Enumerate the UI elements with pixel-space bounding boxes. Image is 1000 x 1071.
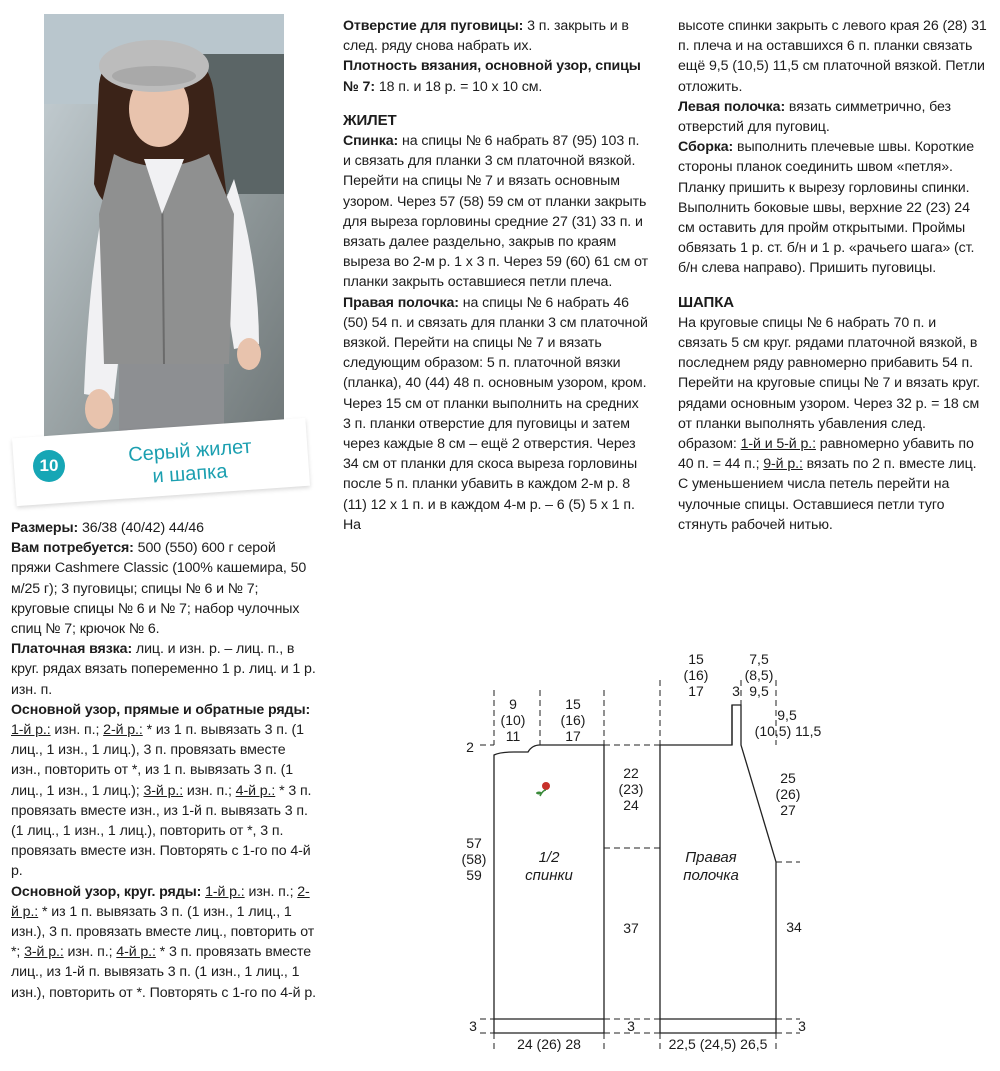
back-height-3: 59	[466, 867, 482, 883]
band-extension-2: (10,5) 11,5	[754, 723, 822, 739]
front-shoulder-3: 17	[688, 683, 704, 699]
back-neck-width-1: 9	[509, 696, 517, 712]
armhole-depth-1: 22	[623, 765, 639, 781]
back-shoulder-width-1: 15	[565, 696, 581, 712]
front-band-width: 3	[732, 683, 740, 699]
back-side-length: 37	[623, 920, 639, 936]
hat-section-title: ШАПКА	[678, 293, 734, 311]
front-neck-1: 7,5	[749, 651, 769, 667]
back-neck-depth: 2	[466, 739, 474, 755]
back-piece-label-2: спинки	[525, 867, 573, 884]
back-paragraph: Спинка: на спицы № 6 набрать 87 (95) 103 п. и связать для планки 3 см платочной вязкой. Перейти на спицы № 7 и вязать основным узором. Через 57 (58) 59 см от планки закрыть для выреза горловины средние 27 (31) 33 п. и вязать далее раздельно, закрыв по краям выреза во 2-м р. 1 х 3 п. Через 59 (60) 61 см от планки закрыть оставшиеся петли плеча.	[343, 133, 649, 291]
back-shoulder-width-2: (16)	[560, 712, 586, 728]
front-shoulder-1: 15	[688, 651, 704, 667]
armhole-depth-3: 24	[623, 797, 639, 813]
back-shoulder-width-3: 17	[565, 728, 581, 744]
pattern-number-badge: 10	[33, 450, 65, 482]
neck-slope-1: 25	[780, 770, 796, 786]
gauge-paragraph: Плотность вязания, основной узор, спицы № 7: 18 п. и 18 р. = 10 х 10 см.	[343, 58, 641, 95]
armhole-depth-2: (23)	[618, 781, 644, 797]
back-neck-width-3: 11	[505, 728, 521, 744]
neck-slope-2: (26)	[775, 786, 801, 802]
front-piece-label-2: полочка	[683, 867, 739, 884]
hat-paragraph: На круговые спицы № 6 набрать 70 п. и связать 5 см круг. рядами платочной вязкой, в последнем ряду равномерно прибавить 54 п. Перейти на круговые спицы № 7 и вязать круг. рядами основным узором. Через 32 р. = 18 см от планки выполнять убавления след. образом: 1-й и 5-й р.: равномерно убавить по 40 п. = 44 п.; 9-й р.: вязать по 2 п. вместе лиц. С уменьшением числа петель перейти на чулочные спицы. Оставшиеся петли туго стянуть рабочей нитью.	[678, 314, 980, 533]
materials-paragraph: Вам потребуется: 500 (550) 600 г серой пряжи Cashmere Classic (100% кашемира, 50 м/25 г); 3 пуговицы; спицы № 6 и № 7; круговые спицы № 6 и № 7; набор чулочных спиц № 7; крючок № 6.	[11, 540, 307, 638]
front-side-length: 34	[786, 919, 802, 935]
right-front-continued-paragraph: высоте спинки закрыть с левого края 26 (28) 31 п. плеча и на оставшихся 6 п. планки связать ещё 9,5 (10,5) 11,5 см платочной вязкой. Петли отложить.	[678, 18, 987, 95]
front-neck-2: (8,5)	[744, 667, 774, 683]
front-width: 22,5 (24,5) 26,5	[668, 1036, 768, 1052]
caption-title-line1: Серый жилет	[127, 435, 253, 467]
back-height-2: (58)	[461, 851, 487, 867]
back-height-1: 57	[466, 835, 482, 851]
back-hem-left: 3	[469, 1018, 477, 1034]
neck-slope-3: 27	[780, 802, 796, 818]
back-neck-width-2: (10)	[500, 712, 526, 728]
back-piece-label-1: 1/2	[538, 849, 560, 866]
assembly-paragraph: Сборка: выполнить плечевые швы. Короткие стороны планок соединить швом «петля». Планку пришить к вырезу горловины спинки. Выполнить боковые швы, верхние 22 (23) 24 см оставить для пройм открытыми. Проймы обвязать 1 р. ст. б/н и 1 р. «рачьего шага» (ст. б/н слева направо). Пришить пуговицы.	[678, 139, 975, 277]
band-extension-1: 9,5	[777, 707, 797, 723]
flower-icon	[536, 782, 550, 796]
left-front-paragraph: Левая полочка: вязать симметрично, без отверстий для пуговиц.	[678, 98, 951, 136]
front-neck-3: 9,5	[749, 683, 769, 699]
main-pattern-flat-paragraph: Основной узор, прямые и обратные ряды: 1-й р.: изн. п.; 2-й р.: * из 1 п. вывязать 3 п. (1 лиц., 1 изн., 1 лиц.), 3 п. провязать вместе изн., повторить от *, из 1 п. вывязать 3 п. (1 лиц., 1 изн., 1 лиц.); 3-й р.: изн. п.; 4-й р.: * 3 п. провязать вместе изн., из 1-й п. вывязать 3 п. (1 лиц., 1 изн., 1 лиц.), повторить от *, 3 п. провязать вместе изн. Повторять с 1-го по 4-й р.	[11, 701, 312, 880]
front-piece-label-1: Правая	[685, 849, 737, 866]
garter-stitch-paragraph: Платочная вязка: лиц. и изн. р. – лиц. п., в круг. рядах вязать попеременно 1 р. лиц. и 1 р. изн. п.	[11, 641, 316, 698]
back-hem-right: 3	[627, 1018, 635, 1034]
sizes-paragraph: Размеры: 36/38 (40/42) 44/46	[11, 520, 204, 536]
front-hem: 3	[798, 1018, 806, 1034]
front-shoulder-2: (16)	[683, 667, 709, 683]
main-pattern-round-paragraph: Основной узор, круг. ряды: 1-й р.: изн. п.; 2-й р.: * из 1 п. вывязать 3 п. (1 изн., 1 лиц., 1 изн.), 3 п. провязать вместе лиц., повторить от *; 3-й р.: изн. п.; 4-й р.: * 3 п. провязать вместе лиц., из 1-й п. вывязать 3 п. (1 изн., 1 лиц., 1 изн.), повторить от *. Повторять с 1-го по 4-й р.	[11, 883, 316, 1001]
buttonhole-paragraph: Отверстие для пуговицы: 3 п. закрыть и в след. ряду снова набрать их.	[343, 18, 629, 55]
vest-section-title: ЖИЛЕТ	[343, 111, 397, 129]
right-front-paragraph: Правая полочка: на спицы № 6 набрать 46 (50) 54 п. и связать для планки 3 см платочной вязкой. Перейти на спицы № 7 и вязать следующим образом: 5 п. платочной вязки (планка), 40 (44) 48 п. основным узором, кром. Через 15 см от планки выполнить на средних 3 п. планки отверстие для пуговицы и затем через каждые 8 см – ещё 2 отверстия. Через 34 см от планки для скоса выреза горловины после 5 п. планки убавить в каждом 2-м р. 8 (11) 12 х 1 п. и в каждом 4-м р. – 6 (5) 5 х 1 п. На	[343, 294, 648, 533]
caption-title-line2: и шапка	[151, 460, 229, 488]
back-width: 24 (26) 28	[517, 1036, 581, 1052]
